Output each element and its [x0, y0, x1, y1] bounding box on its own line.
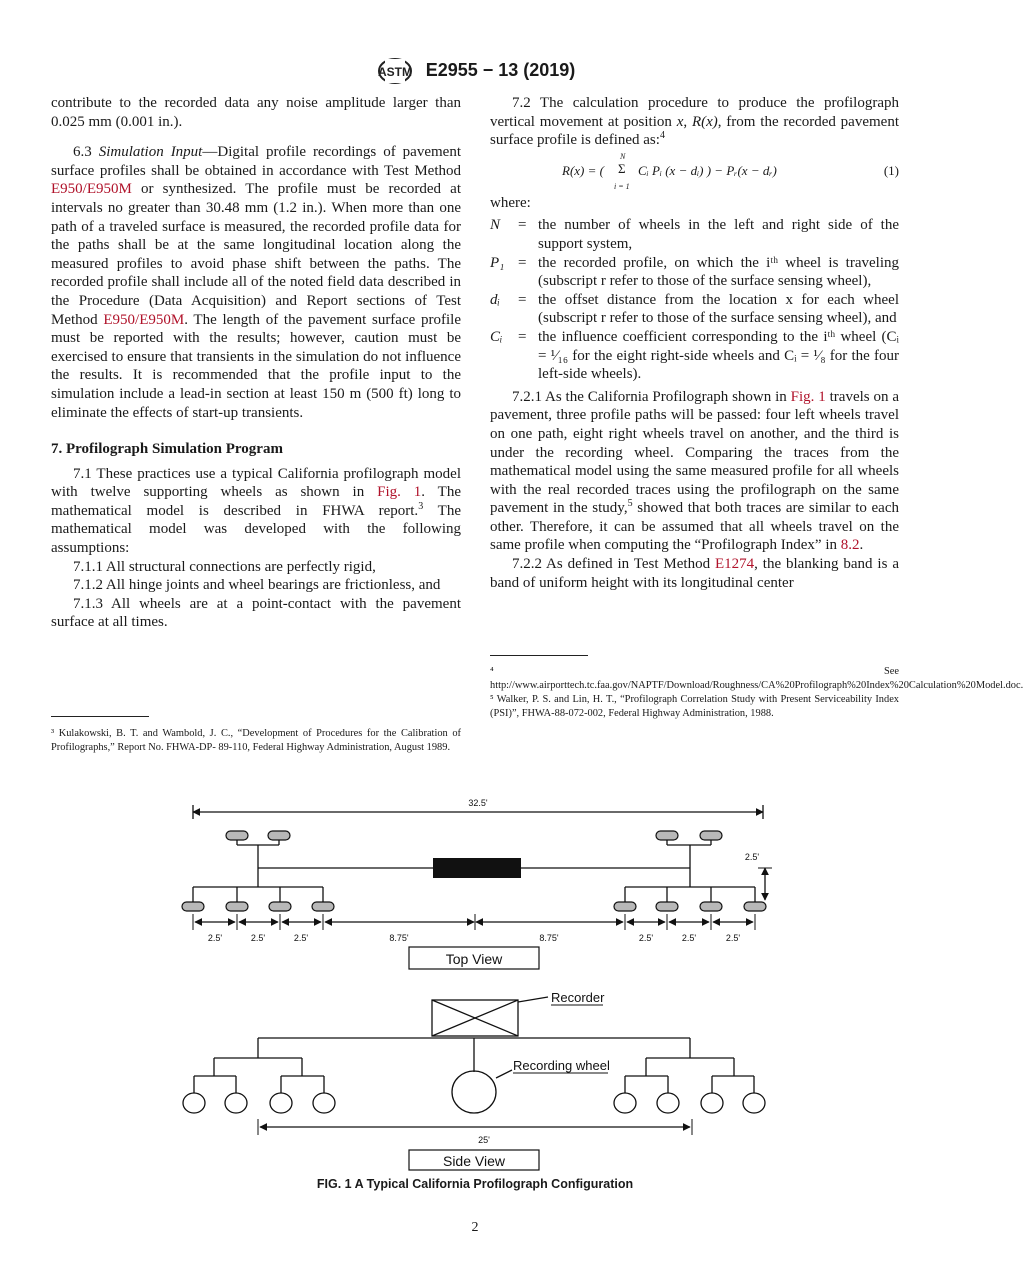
dim-spacing: 2.5' — [207, 933, 223, 943]
top-view-label: Top View — [445, 951, 503, 967]
link-e950-2[interactable]: E950/E950M — [103, 311, 185, 328]
definition-list — [490, 216, 899, 383]
wheel-top — [182, 902, 204, 911]
def-equals: = — [518, 217, 527, 234]
left-column — [51, 94, 461, 632]
recorder-body-top — [433, 858, 521, 878]
wheel-top — [312, 902, 334, 911]
eq-number: (1) — [883, 162, 899, 178]
section-title: Simulation Input — [98, 144, 203, 161]
wheel-side — [313, 1093, 335, 1113]
paragraph-7-1-2: 7.1.2 All hinge joints and wheel bearings are frictionless, and — [73, 577, 441, 594]
recording-wheel-label: Recording wheel — [513, 1058, 610, 1073]
paragraph-text: . The mathematical model is described in FHWA report. — [51, 484, 461, 519]
wheel-top — [744, 902, 766, 911]
wheel-top — [700, 902, 722, 911]
paragraph-text: 7.2 The calculation procedure to produce the profilograph vertical movement at position — [490, 95, 899, 130]
def-symbol: P₁ — [490, 254, 505, 271]
paragraph-text: 7.2.1 As the California Profilograph shown in — [512, 388, 791, 405]
eq-body: Cᵢ Pᵢ (x − dᵢ) ) − Pᵣ(x − dᵣ) — [638, 162, 777, 178]
link-e1274[interactable]: E1274 — [714, 556, 755, 573]
var-rx: R(x) — [691, 113, 718, 130]
footnote-rule — [490, 655, 588, 656]
paragraph-continued: contribute to the recorded data any noise amplitude larger than 0.025 mm (0.001 in.). — [51, 95, 461, 130]
figure-profilograph — [0, 790, 950, 1175]
where-label: where: — [490, 194, 531, 211]
wheel-side — [270, 1093, 292, 1113]
paragraph-6-3 — [51, 143, 461, 422]
def-symbol: Cᵢ — [490, 328, 503, 345]
footnote-3: ³ Kulakowski, B. T. and Wambold, J. C., “Development of Procedures for the Calibration of Profilographs,” Report No. FHWA-DP- 89-110, Federal Highway Administration, August 1989. — [51, 728, 461, 753]
paragraph-text: 7.2.2 As defined in Test Method — [512, 556, 715, 573]
dim-spacing: 8.75' — [389, 933, 409, 943]
equation-1 — [490, 150, 899, 194]
section-number: 6.3 — [73, 144, 99, 161]
paragraph-text: . — [859, 537, 864, 554]
recorder-label: Recorder — [551, 990, 605, 1005]
paragraph-text: , the blanking band is a band of uniform height with its longitudinal center — [490, 556, 899, 591]
paragraph-text: , from the recorded pavement surface profile is defined as: — [490, 113, 899, 149]
dim-height: 2.5' — [744, 852, 760, 862]
link-fig-1[interactable]: Fig. 1 — [790, 388, 826, 405]
def-equals: = — [518, 328, 527, 345]
dim-overall: 32.5' — [468, 798, 488, 808]
side-view-label: Side View — [442, 1153, 506, 1169]
dim-spacing: 2.5' — [638, 933, 654, 943]
dim-spacing: 2.5' — [250, 933, 266, 943]
wheel-side — [657, 1093, 679, 1113]
wheel-top — [268, 831, 290, 840]
footnote-ref-3[interactable]: 3 — [418, 500, 424, 512]
wheel-top — [226, 902, 248, 911]
dim-spacing: 2.5' — [293, 933, 309, 943]
paragraph-7-1 — [51, 465, 461, 558]
eq-sum: Σ — [618, 160, 626, 176]
astm-logo-icon — [375, 56, 415, 86]
definition-item — [490, 254, 899, 291]
dim-spacing: 2.5' — [681, 933, 697, 943]
footnote-4: ⁴ See http://www.airporttech.tc.faa.gov/NAPTF/Download/Roughness/CA%20Profilograph%20Index%20Calculation%20Model.doc. — [490, 666, 1023, 691]
footnote-ref-5[interactable]: 5 — [627, 498, 633, 510]
var-x: x — [676, 113, 684, 130]
footnote-5: ⁵ Walker, P. S. and Lin, H. T., “Profilograph Correlation Study with Present Serviceability Index (PSI)”, FHWA-88-072-002, Federal Highway Administration, 1988. — [490, 694, 899, 719]
paragraph-text: . The length of the pavement surface profile must be reported with the results; however, caution must be exercised to ensure that transients in the simulation do not influence the results. It is recommended that the profile input to the simulation include a lead-in section at least 150 m (500 ft) long to eliminate the effects of start-up transients. — [51, 311, 461, 421]
def-text: the offset distance from the location x for each wheel (subscript r refer to those of the surface sensing wheel), and — [538, 291, 899, 327]
paragraph-7-1-1: 7.1.1 All structural connections are perfectly rigid, — [73, 558, 376, 575]
wheel-top — [656, 902, 678, 911]
document-header — [0, 56, 950, 86]
paragraph-text: or synthesized. The profile must be recorded at intervals no greater than 30.48 mm (1.2 in.). When more than one path of a traveled surface is measured, the recorded profile data for the paths shall be at the same longitudinal location along the measured profiles to avoid phase shift between the paths. The recorded profile shall include all of the noted field data described in the Procedure (Data Acquisition) and Report sections of Test Method — [51, 181, 461, 328]
wheel-top — [656, 831, 678, 840]
dim-spacing: 2.5' — [725, 933, 741, 943]
dim-side-length: 25' — [478, 1135, 490, 1145]
wheel-top — [700, 831, 722, 840]
link-fig-1[interactable]: Fig. 1 — [377, 484, 422, 501]
wheel-top — [614, 902, 636, 911]
paragraph-text: —Digital profile recordings of pavement surface profiles shall be obtained in accordance with Test Method — [51, 144, 461, 179]
eq-lhs: R(x) = ( — [562, 162, 604, 178]
wheel-side — [614, 1093, 636, 1113]
link-e950[interactable]: E950/E950M — [51, 181, 132, 198]
paragraph-text: travels on a pavement, three profile paths will be passed: four left wheels travel on one path, eight right wheels travel on another, and the third is under the recording wheel. Comparing the traces from the mathematical model using the same measured profile for all wheels with the real recorded traces using the profilograph on the same pavement in the study, — [490, 388, 899, 517]
wheel-side — [701, 1093, 723, 1113]
paragraph-7-2-2 — [490, 555, 899, 592]
wheel-side — [183, 1093, 205, 1113]
paragraph-7-1-3: 7.1.3 All wheels are at a point-contact with the pavement surface at all times. — [51, 595, 461, 631]
footnote-ref-4[interactable]: 4 — [659, 130, 665, 142]
designation: E2955 − 13 (2019) — [425, 59, 576, 80]
definition-item — [490, 216, 899, 253]
definition-item — [490, 328, 899, 384]
def-equals: = — [518, 291, 527, 308]
page-number: 2 — [471, 1220, 479, 1235]
paragraph-7-2-1 — [490, 388, 899, 555]
svg-text:ASTM: ASTM — [377, 65, 412, 79]
def-text: the influence coefficient corresponding to the iᵗʰ wheel (Cᵢ = ¹⁄₁₆ for the eight right-side wheels and Cᵢ = ¹⁄₈ for the four left-side wheels). — [538, 328, 899, 383]
paragraph-7-2 — [490, 94, 899, 150]
wheel-top — [269, 902, 291, 911]
def-symbol: dᵢ — [490, 291, 500, 308]
wheel-side — [225, 1093, 247, 1113]
paragraph-text: 7.1 These practices use a typical California profilograph model with twelve supporting wheels as shown in — [51, 465, 461, 501]
section-7-heading: 7. Profilograph Simulation Program — [51, 441, 283, 458]
recording-wheel — [452, 1071, 496, 1113]
def-text: the recorded profile, on which the iᵗʰ wheel is traveling (subscript r refer to those of the surface sensing wheel), — [538, 254, 899, 290]
dim-spacing: 8.75' — [539, 933, 559, 943]
def-equals: = — [518, 254, 527, 271]
footnote-rule — [51, 716, 149, 717]
wheel-side — [743, 1093, 765, 1113]
definition-item — [490, 291, 899, 328]
paragraph-text: , — [683, 113, 692, 130]
paragraph-text: showed that both traces are similar to each other. Therefore, it can be assumed that all wheels travel on the same profile when computing the “Profilograph Index” in — [490, 500, 899, 554]
eq-sum-top: N — [620, 151, 626, 161]
def-symbol: N — [490, 217, 501, 234]
paragraph-text: The mathematical model was developed with the following assumptions: — [51, 502, 461, 557]
right-column — [490, 94, 899, 592]
def-text: the number of wheels in the left and right side of the support system, — [538, 217, 899, 252]
eq-sum-bot: i = 1 — [614, 181, 630, 191]
link-8-2[interactable]: 8.2 — [840, 537, 860, 554]
figure-caption: FIG. 1 A Typical California Profilograph Configuration — [316, 1177, 634, 1191]
wheel-top — [226, 831, 248, 840]
